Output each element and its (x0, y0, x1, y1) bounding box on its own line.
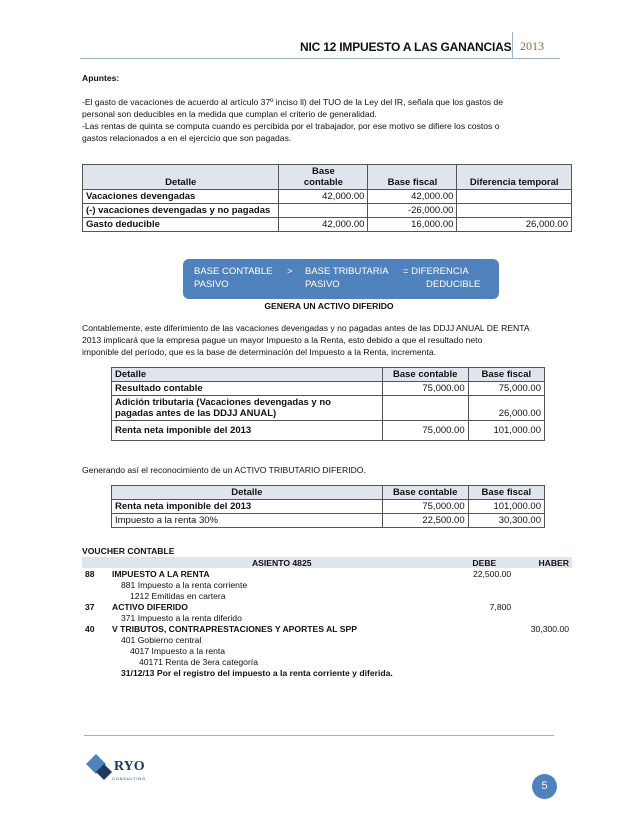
header-detalle: Detalle (112, 486, 383, 500)
voucher-line (82, 601, 572, 612)
apuntes-paragraph (82, 96, 572, 144)
voucher-cell-text: 40171 Renta de 3era categoría (139, 656, 258, 667)
voucher-line (82, 623, 572, 634)
footer-rule (84, 735, 554, 736)
voucher-cell-text: 31/12/13 Por el registro del impuesto a la renta corriente y diferida. (121, 667, 393, 678)
contable-paragraph (82, 322, 574, 358)
banner-text: PASIVO (305, 279, 340, 290)
table-row (112, 514, 545, 528)
cell-detalle: Resultado contable (112, 382, 383, 396)
base-comparison-banner (183, 259, 499, 299)
header-title: NIC 12 IMPUESTO A LAS GANANCIAS (300, 40, 512, 54)
table-row (83, 218, 572, 232)
cell-fiscal: 30,300.00 (468, 514, 544, 528)
cell-fiscal: 16,000.00 (368, 218, 457, 232)
voucher-cell-text: ACTIVO DIFERIDO (112, 601, 188, 612)
apuntes-line: -El gasto de vacaciones de acuerdo al artículo 37º inciso ll) del TUO de la Ley del IR, señala que los gastos de (82, 97, 503, 107)
table-row (112, 382, 545, 396)
voucher-cell-code (82, 612, 109, 623)
cell-fiscal: -26,000.00 (368, 204, 457, 218)
table-row (112, 421, 545, 441)
voucher-cell-haber (514, 590, 572, 601)
voucher-cell-haber (514, 601, 572, 612)
voucher-cell-text: V TRIBUTOS, CONTRAPRESTACIONES Y APORTES AL SPP (112, 623, 357, 634)
voucher-cell-text: 881 Impuesto a la renta corriente (121, 579, 248, 590)
voucher-cell-debe (455, 623, 515, 634)
header-year: 2013 (520, 39, 544, 53)
diferencia-temporal-table (82, 164, 572, 232)
voucher-header-debe: DEBE (455, 557, 515, 568)
cell-detalle: Renta neta imponible del 2013 (112, 421, 383, 441)
cell-detalle: Vacaciones devengadas (83, 190, 279, 204)
voucher-cell-haber (514, 645, 572, 656)
table-row (112, 396, 545, 421)
cell-contable: 75,000.00 (382, 382, 468, 396)
header-base-contable: Base contable (382, 368, 468, 382)
voucher-cell-code (82, 667, 109, 678)
header-diferencia: Diferencia temporal (457, 165, 572, 190)
generando-text: Generando así el reconocimiento de un ACTIVO TRIBUTARIO DIFERIDO. (82, 465, 366, 475)
cell-contable: 22,500.00 (382, 514, 468, 528)
banner-text: > (287, 266, 293, 277)
genera-activo-heading: GENERA UN ACTIVO DIFERIDO (264, 301, 394, 311)
voucher-line (82, 579, 572, 590)
apuntes-line: gastos relacionados a en el ejercicio que son pagadas. (82, 133, 292, 143)
voucher-line (82, 634, 572, 645)
table-header-row (112, 486, 545, 500)
cell-fiscal: 101,000.00 (468, 500, 544, 514)
header-base-fiscal: Base fiscal (468, 486, 544, 500)
banner-text: BASE CONTABLE (194, 266, 273, 277)
header-divider (512, 32, 513, 58)
table-row (112, 500, 545, 514)
cell-contable (279, 204, 368, 218)
cell-detalle: Gasto deducible (83, 218, 279, 232)
header-base-contable-line2: contable (303, 177, 343, 188)
voucher-cell-haber (514, 656, 572, 667)
page-number: 5 (532, 774, 557, 799)
header-base-contable (279, 165, 368, 190)
voucher-line (82, 612, 572, 623)
ryo-logo (82, 748, 152, 788)
cell-diferencia: 26,000.00 (457, 218, 572, 232)
voucher-line (82, 590, 572, 601)
header-base-contable-line1: Base (312, 166, 335, 177)
cell-detalle (112, 396, 383, 421)
voucher-cell-code (82, 656, 109, 667)
cell-contable (382, 396, 468, 421)
voucher-cell-text: 1212 Emitidas en cartera (130, 590, 226, 601)
apuntes-line: -Las rentas de quinta se computa cuando es percibida por el trabajador, por ese motivo se difiere los costos o (82, 121, 500, 131)
banner-text: DEDUCIBLE (426, 279, 481, 290)
logo-text: RYO (114, 759, 145, 774)
header-detalle: Detalle (83, 165, 279, 190)
voucher-cell-code (82, 579, 109, 590)
voucher-cell-code: 88 (85, 568, 95, 579)
voucher-cell-debe (455, 656, 515, 667)
table-header-row (83, 165, 572, 190)
cell-detalle-line: Adición tributaria (Vacaciones devengadas y no (115, 397, 331, 408)
voucher-cell-code (82, 634, 109, 645)
voucher-cell-haber (514, 568, 572, 579)
cell-fiscal: 42,000.00 (368, 190, 457, 204)
voucher-header-row (82, 557, 572, 568)
voucher-cell-debe (455, 634, 515, 645)
voucher-cell-haber: 30,300.00 (530, 623, 569, 634)
voucher-line (82, 667, 572, 678)
cell-detalle: Impuesto a la renta 30% (112, 514, 383, 528)
voucher-line (82, 568, 572, 579)
header-detalle: Detalle (112, 368, 383, 382)
voucher-header-code (82, 557, 109, 568)
voucher-cell-code: 40 (85, 623, 95, 634)
cell-contable: 42,000.00 (279, 190, 368, 204)
voucher-cell-code (82, 645, 109, 656)
apuntes-line: personal son deducibles en la medida que cumplan el criterio de generalidad. (82, 109, 377, 119)
voucher-cell-code (82, 590, 109, 601)
voucher-cell-text: 4017 Impuesto a la renta (130, 645, 226, 656)
table-header-row (112, 368, 545, 382)
paragraph-line: imponible del período, que es la base de determinación del Impuesto a la Renta, incrementa. (82, 347, 436, 357)
voucher-cell-haber (514, 634, 572, 645)
cell-diferencia (457, 190, 572, 204)
voucher-line (82, 656, 572, 667)
header-base-contable: Base contable (382, 486, 468, 500)
voucher-cell-text: 371 Impuesto a la renta diferido (121, 612, 242, 623)
cell-diferencia (457, 204, 572, 218)
header-base-fiscal: Base fiscal (368, 165, 457, 190)
banner-text: PASIVO (194, 279, 229, 290)
voucher-cell-debe: 7,800 (489, 601, 512, 612)
cell-fiscal: 26,000.00 (468, 396, 544, 421)
voucher-cell-debe (455, 667, 515, 678)
voucher-table (82, 557, 572, 678)
cell-contable: 42,000.00 (279, 218, 368, 232)
voucher-cell-haber (514, 612, 572, 623)
cell-detalle: Renta neta imponible del 2013 (112, 500, 383, 514)
voucher-title: VOUCHER CONTABLE (82, 546, 175, 556)
voucher-cell-text: IMPUESTO A LA RENTA (112, 568, 210, 579)
cell-contable: 75,000.00 (382, 500, 468, 514)
table-row (83, 204, 572, 218)
logo-subtext: CONSULTING (112, 776, 146, 781)
voucher-cell-haber (514, 579, 572, 590)
cell-fiscal: 101,000.00 (468, 421, 544, 441)
voucher-cell-debe: 22,500.00 (472, 568, 512, 579)
banner-text: BASE TRIBUTARIA (305, 266, 389, 277)
apuntes-label: Apuntes: (82, 73, 120, 83)
impuesto-table (111, 485, 545, 528)
cell-fiscal: 75,000.00 (468, 382, 544, 396)
banner-text: = DIFERENCIA (403, 266, 469, 277)
paragraph-line: 2013 implicará que la empresa pague un mayor Impuesto a la Renta, esto debido a que el resultado neto (82, 335, 483, 345)
table-row (83, 190, 572, 204)
paragraph-line: Contablemente, este diferimiento de las vacaciones devengadas y no pagadas antes de las DDJJ ANUAL DE RENTA (82, 323, 530, 333)
cell-contable: 75,000.00 (382, 421, 468, 441)
voucher-line (82, 645, 572, 656)
voucher-cell-debe (455, 645, 515, 656)
voucher-header-haber: HABER (514, 557, 572, 568)
voucher-cell-debe (455, 579, 515, 590)
voucher-cell-code: 37 (85, 601, 95, 612)
cell-detalle: (-) vacaciones devengadas y no pagadas (83, 204, 279, 218)
cell-detalle-line: pagadas antes de las DDJJ ANUAL) (115, 408, 277, 419)
renta-neta-table (111, 367, 545, 441)
voucher-cell-text: 401 Gobierno central (121, 634, 202, 645)
voucher-cell-debe (455, 612, 515, 623)
voucher-cell-debe (455, 590, 515, 601)
voucher-header-asiento: ASIENTO 4825 (109, 557, 455, 568)
header-base-fiscal: Base fiscal (468, 368, 544, 382)
header-rule (80, 58, 560, 59)
voucher-cell-haber (514, 667, 572, 678)
